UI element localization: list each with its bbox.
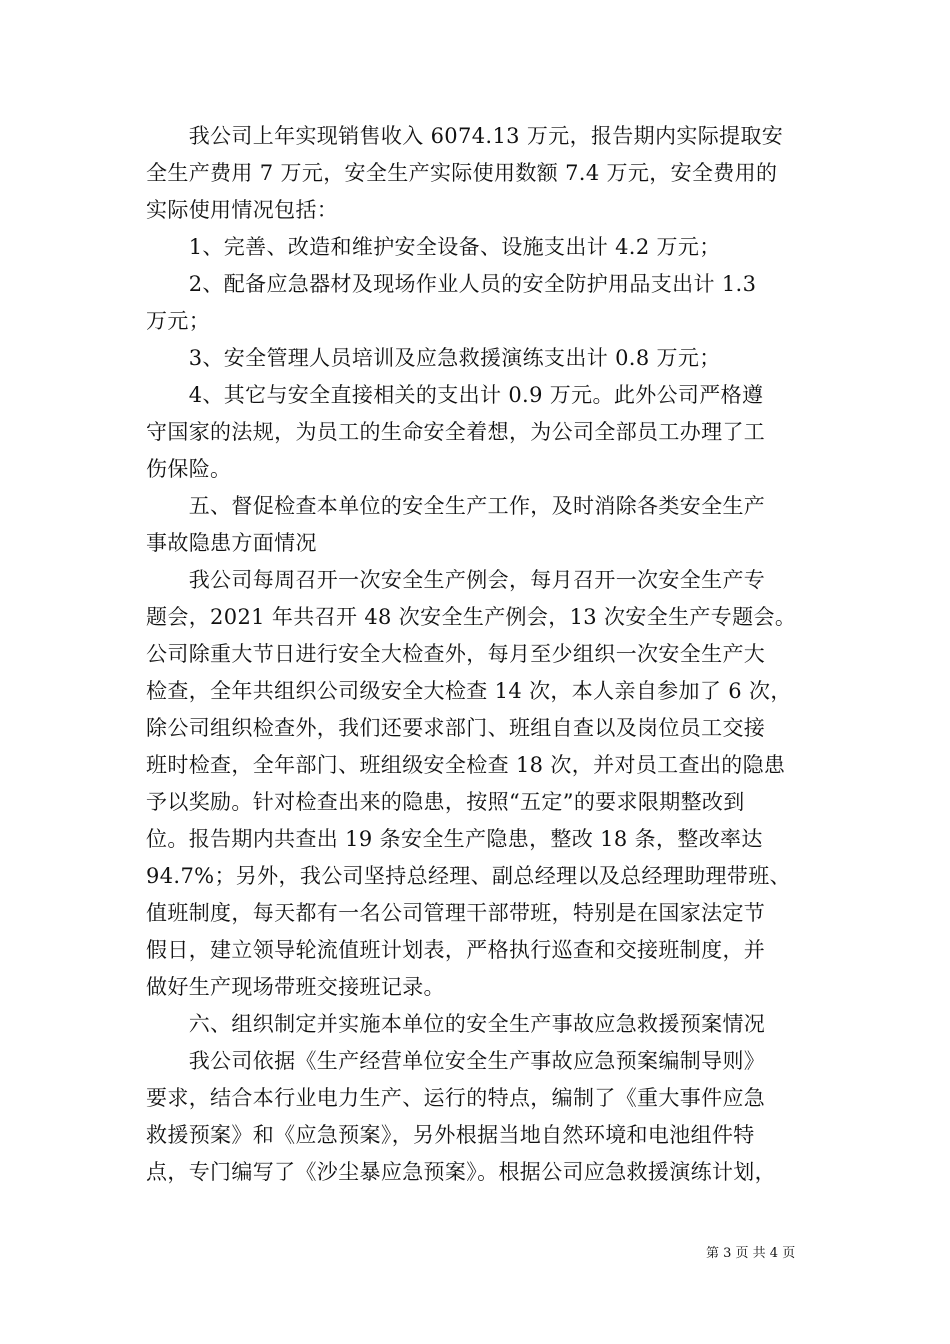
text-line: 点，专门编写了《沙尘暴应急预案》。根据公司应急救援演练计划， bbox=[146, 1160, 776, 1184]
text-line: 我公司上年实现销售收入 6074.13 万元，报告期内实际提取安 bbox=[146, 124, 784, 148]
text-line: 班时检查，全年部门、班组级安全检查 18 次，并对员工查出的隐患 bbox=[146, 753, 786, 777]
text-line: 假日，建立领导轮流值班计划表，严格执行巡查和交接班制度，并 bbox=[146, 938, 766, 962]
section-heading-line: 六、组织制定并实施本单位的安全生产事故应急救援预案情况 bbox=[146, 1012, 766, 1036]
text-line: 1、完善、改造和维护安全设备、设施支出计 4.2 万元； bbox=[146, 235, 721, 259]
text-line: 公司除重大节日进行安全大检查外，每月至少组织一次安全生产大 bbox=[146, 642, 766, 666]
page-number-footer: 第 3 页 共 4 页 bbox=[706, 1246, 796, 1261]
text-line: 做好生产现场带班交接班记录。 bbox=[146, 975, 445, 999]
text-line: 予以奖励。针对检查出来的隐患，按照“五定”的要求限期整改到 bbox=[146, 790, 745, 814]
text-line: 检查，全年共组织公司级安全大检查 14 次，本人亲自参加了 6 次， bbox=[146, 679, 792, 703]
text-line: 万元； bbox=[146, 309, 211, 333]
text-line: 实际使用情况包括： bbox=[146, 198, 339, 222]
text-line: 救援预案》和《应急预案》，另外根据当地自然环境和电池组件特 bbox=[146, 1123, 755, 1147]
text-line: 4、其它与安全直接相关的支出计 0.9 万元。此外公司严格遵 bbox=[146, 383, 764, 407]
text-line: 除公司组织检查外，我们还要求部门、班组自查以及岗位员工交接 bbox=[146, 716, 766, 740]
text-line: 题会，2021 年共召开 48 次安全生产例会，13 次安全生产专题会。 bbox=[146, 605, 797, 629]
text-line: 2、配备应急器材及现场作业人员的安全防护用品支出计 1.3 bbox=[146, 272, 757, 296]
text-line: 值班制度，每天都有一名公司管理干部带班，特别是在国家法定节 bbox=[146, 901, 766, 925]
text-line: 要求，结合本行业电力生产、运行的特点，编制了《重大事件应急 bbox=[146, 1086, 766, 1110]
text-line: 3、安全管理人员培训及应急救援演练支出计 0.8 万元； bbox=[146, 346, 721, 370]
text-line: 我公司依据《生产经营单位安全生产事故应急预案编制导则》 bbox=[146, 1049, 766, 1073]
text-line: 94.7%；另外，我公司坚持总经理、副总经理以及总经理助理带班、 bbox=[146, 864, 791, 888]
section-heading-line: 事故隐患方面情况 bbox=[146, 531, 317, 555]
text-line: 位。报告期内共查出 19 条安全生产隐患，整改 18 条，整改率达 bbox=[146, 827, 763, 851]
text-line: 守国家的法规，为员工的生命安全着想，为公司全部员工办理了工 bbox=[146, 420, 766, 444]
text-line: 我公司每周召开一次安全生产例会，每月召开一次安全生产专 bbox=[146, 568, 766, 592]
text-line: 伤保险。 bbox=[146, 457, 232, 481]
text-line: 全生产费用 7 万元，安全生产实际使用数额 7.4 万元，安全费用的 bbox=[146, 161, 778, 185]
section-heading-line: 五、督促检查本单位的安全生产工作，及时消除各类安全生产 bbox=[146, 494, 766, 518]
